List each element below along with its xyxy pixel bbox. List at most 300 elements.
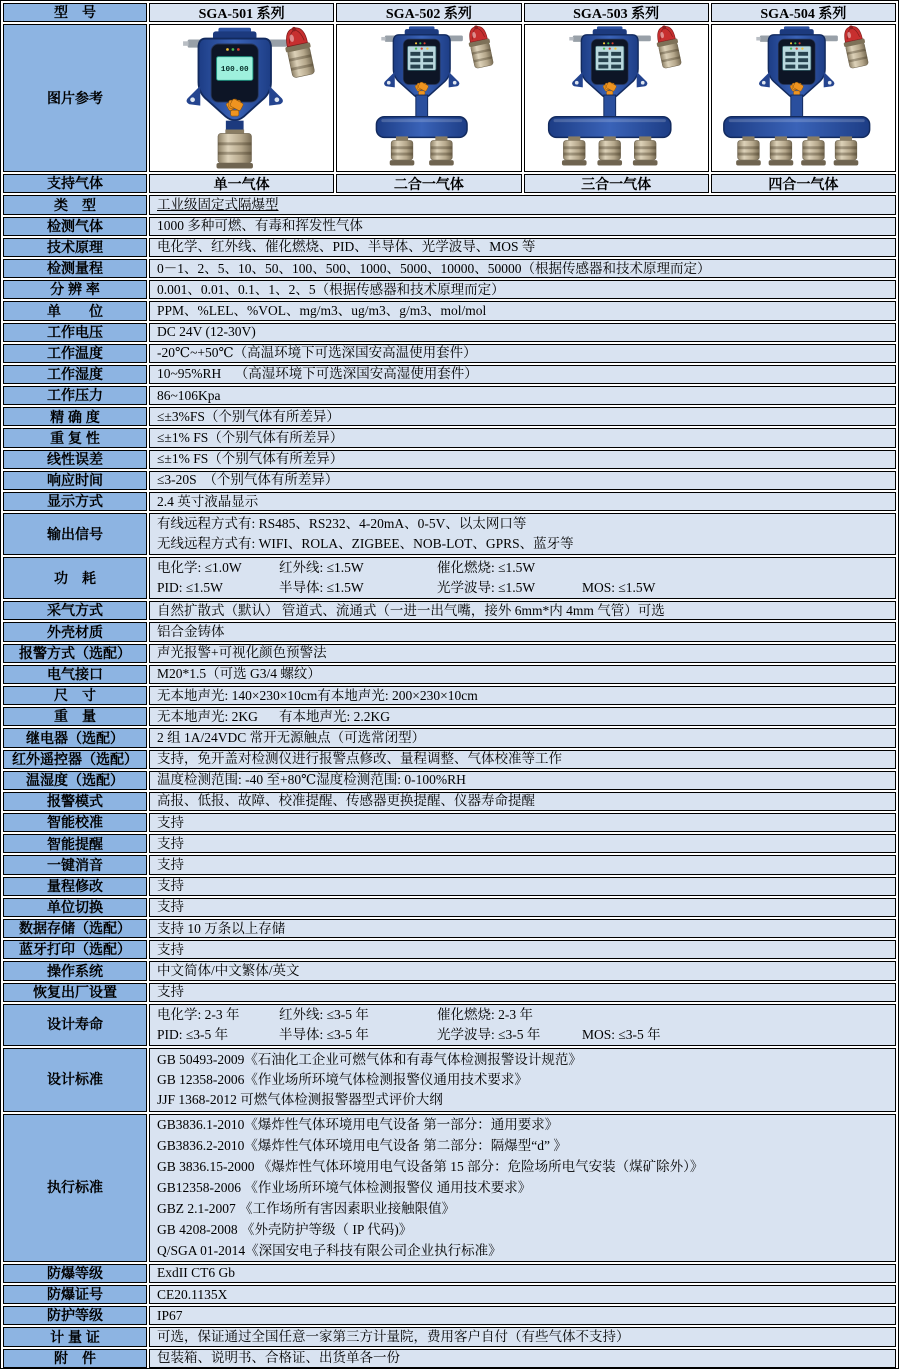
spec-value-text: 自然扩散式（默认） 管道式、流通式（一进一出气嘴，接外 6mm*内 4mm 气管）可选 — [157, 602, 665, 618]
spec-value-text: 0－1、2、5、10、50、100、500、1000、5000、10000、50000（根据传感器和技术原理而定） — [157, 260, 711, 276]
spec-label-working-pressure: 工作压力 — [3, 386, 147, 405]
spec-row-dimensions — [3, 686, 896, 705]
spec-value-bluetooth-print-optional — [149, 940, 896, 959]
spec-label-bluetooth-print-optional: 蓝牙打印（选配） — [3, 940, 147, 959]
spec-value-text: ≤±1% FS（个别气体有所差异） — [157, 430, 344, 446]
spec-label-display: 显示方式 — [3, 492, 147, 511]
spec-value-text: PID: ≤3-5 年 — [157, 1026, 229, 1042]
spec-label-response-time: 响应时间 — [3, 471, 147, 490]
spec-label-data-storage-optional: 数据存储（选配） — [3, 919, 147, 938]
sensor-probe — [632, 137, 657, 166]
device-image-cell-sga-503 — [524, 24, 709, 172]
spec-label-operating-system: 操作系统 — [3, 961, 147, 980]
spec-row-operating-system — [3, 961, 896, 980]
spec-value-housing-material — [149, 622, 896, 641]
spec-value-text: 无线远程方式有: WIFI、ROLA、ZIGBEE、NOB-LOT、GPRS、蓝牙等 — [157, 536, 574, 552]
spec-value-line — [157, 1198, 895, 1219]
spec-value-line — [157, 1135, 895, 1156]
spec-value-line — [157, 877, 895, 896]
manifold-bar — [724, 117, 870, 138]
spec-value-line — [157, 217, 895, 236]
manifold-bar — [548, 117, 670, 138]
spec-row-bluetooth-print-optional — [3, 940, 896, 959]
spec-value-text: 2.4 英寸液晶显示 — [157, 493, 259, 509]
spec-value-text: GB 4208-2008 《外壳防护等级（ IP 代码)》 — [157, 1222, 413, 1238]
spec-value-line — [157, 686, 895, 705]
spec-row-smart-calibration — [3, 813, 896, 832]
spec-label-unit-switching: 单位切换 — [3, 898, 147, 917]
spec-value-text: DC 24V (12-30V) — [157, 324, 256, 340]
spec-value-text: 支持，免开盖对检测仪进行报警点修改、量程调整、气体校准等工作 — [157, 751, 562, 767]
spec-value-text: 电化学、红外线、催化燃烧、PID、半导体、光学波导、MOS 等 — [157, 239, 536, 255]
spec-value-line — [157, 898, 895, 917]
spec-value-text: 无本地声光: 140×230×10cm — [157, 687, 318, 703]
spec-label-relay-optional: 继电器（选配） — [3, 728, 147, 747]
alarm-beacon — [653, 25, 683, 69]
spec-value-explosion-proof-grade — [149, 1264, 896, 1283]
spec-value-text: PPM、%LEL、%VOL、mg/m3、ug/m3、g/m3、mol/mol — [157, 302, 487, 318]
spec-value-text: 10~95%RH （高湿环境下可选深国安高湿使用套件） — [157, 366, 478, 382]
detector-body — [756, 27, 838, 99]
spec-value-text: 光学波导: ≤1.5W — [437, 580, 536, 596]
sensor-probe — [597, 137, 622, 166]
spec-value-text: 支持 — [157, 941, 184, 957]
spec-label-working-humidity: 工作湿度 — [3, 365, 147, 384]
detector-body — [183, 28, 287, 120]
spec-value-text: GB3836.1-2010《爆炸性气体环境用电气设备 第一部分：通用要求》 — [157, 1117, 559, 1133]
spec-value-line — [157, 961, 895, 980]
spec-row-execution-standards — [3, 1114, 896, 1262]
spec-value-text: 无本地声光: 2KG — [157, 708, 258, 724]
spec-value-working-humidity — [149, 365, 896, 384]
spec-row-technology — [3, 238, 896, 257]
supported-gas-sga-501: 单一气体 — [149, 174, 334, 193]
spec-value-relay-optional — [149, 728, 896, 747]
spec-value-text: 催化燃烧: ≤1.5W — [437, 560, 536, 576]
spec-value-line — [157, 280, 895, 299]
spec-value-text: 有本地声光: 200×230×10cm — [317, 687, 478, 703]
spec-value-execution-standards — [149, 1114, 896, 1262]
spec-value-line — [157, 492, 895, 511]
image-row-label: 图片参考 — [3, 24, 147, 172]
spec-value-text: 半导体: ≤3-5 年 — [279, 1026, 369, 1042]
header-model-sga-504: SGA-504 系列 — [711, 3, 896, 22]
supported-gas-sga-504: 四合一气体 — [711, 174, 896, 193]
spec-value-text: ≤±1% FS（个别气体有所差异） — [157, 451, 344, 467]
spec-row-factory-reset — [3, 983, 896, 1002]
spec-row-electrical-interface — [3, 665, 896, 684]
spec-value-smart-reminder — [149, 834, 896, 853]
spec-value-line — [157, 578, 895, 598]
spec-value-text: 有线远程方式有: RS485、RS232、4-20mA、0-5V、以太网口等 — [157, 516, 527, 532]
spec-row-output-signal — [3, 513, 896, 555]
spec-label-electrical-interface: 电气接口 — [3, 665, 147, 684]
spec-value-text: 温度检测范围: -40 至+80℃ — [157, 772, 317, 788]
detector-body — [569, 27, 651, 99]
spec-value-text: GBZ 2.1-2007 《工作场所有害因素职业接触限值》 — [157, 1201, 456, 1217]
spec-value-text: 催化燃烧: 2-3 年 — [437, 1006, 533, 1022]
spec-value-text: 半导体: ≤1.5W — [279, 580, 364, 596]
spec-label-temp-humidity-optional: 温湿度（选配） — [3, 771, 147, 790]
spec-label-weight: 重 量 — [3, 707, 147, 726]
header-row — [3, 3, 896, 22]
spec-row-housing-material — [3, 622, 896, 641]
spec-value-text: 高报、低报、故障、校准提醒、传感器更换提醒、仪器寿命提醒 — [157, 793, 535, 809]
detector-body — [382, 27, 464, 99]
device-illustration-sga-504 — [712, 25, 895, 171]
spec-value-text: 红外线: ≤1.5W — [279, 560, 364, 576]
spec-value-design-standards — [149, 1048, 896, 1112]
spec-label-linearity-error: 线性误差 — [3, 450, 147, 469]
spec-value-line — [157, 558, 895, 578]
spec-row-temp-humidity-optional — [3, 771, 896, 790]
spec-value-text: -20℃~+50℃（高温环境下可选深国安高温使用套件） — [157, 345, 477, 361]
device-illustration-sga-502 — [337, 25, 520, 171]
spec-value-display — [149, 492, 896, 511]
spec-label-design-life: 设计寿命 — [3, 1004, 147, 1046]
spec-row-working-pressure — [3, 386, 896, 405]
spec-value-linearity-error — [149, 450, 896, 469]
spec-label-output-signal: 输出信号 — [3, 513, 147, 555]
spec-row-explosion-proof-cert-no — [3, 1285, 896, 1304]
spec-value-line — [157, 471, 895, 490]
spec-value-text: 支持 — [157, 878, 184, 894]
spec-value-line — [157, 1349, 895, 1368]
spec-label-detection-range: 检测量程 — [3, 259, 147, 278]
spec-value-line — [157, 259, 895, 278]
spec-row-working-voltage — [3, 323, 896, 342]
spec-value-text: 支持 — [157, 984, 184, 1000]
spec-label-design-standards: 设计标准 — [3, 1048, 147, 1112]
spec-value-text: 电化学: 2-3 年 — [157, 1006, 240, 1022]
spec-value-text: 光学波导: ≤3-5 年 — [437, 1026, 541, 1042]
sensor-probe — [390, 137, 415, 166]
spec-row-accuracy — [3, 407, 896, 426]
spec-row-repeatability — [3, 428, 896, 447]
spec-row-smart-reminder — [3, 834, 896, 853]
spec-label-units: 单 位 — [3, 301, 147, 320]
spec-value-text: CE20.1135X — [157, 1286, 228, 1302]
spec-row-accessories — [3, 1349, 896, 1368]
spec-value-line — [157, 622, 895, 641]
spec-value-line — [157, 1070, 895, 1090]
spec-value-detected-gases — [149, 217, 896, 236]
spec-value-line — [157, 792, 895, 811]
spec-value-text: 支持 — [157, 857, 184, 873]
spec-row-range-modification — [3, 877, 896, 896]
spec-row-unit-switching — [3, 898, 896, 917]
spec-label-smart-calibration: 智能校准 — [3, 813, 147, 832]
spec-value-text: IP67 — [157, 1307, 183, 1323]
spec-value-line — [157, 195, 895, 214]
spec-row-weight — [3, 707, 896, 726]
spec-label-execution-standards: 执行标准 — [3, 1114, 147, 1262]
spec-row-design-standards — [3, 1048, 896, 1112]
spec-value-line — [157, 1050, 895, 1070]
spec-value-text: 支持 — [157, 814, 184, 830]
spec-value-operating-system — [149, 961, 896, 980]
sensor-probe — [768, 137, 793, 166]
spec-row-linearity-error — [3, 450, 896, 469]
spec-label-housing-material: 外壳材质 — [3, 622, 147, 641]
spec-value-response-time — [149, 471, 896, 490]
spec-row-protection-grade — [3, 1306, 896, 1325]
spec-label-explosion-proof-grade: 防爆等级 — [3, 1264, 147, 1283]
spec-value-units — [149, 301, 896, 320]
spec-value-resolution — [149, 280, 896, 299]
spec-row-display — [3, 492, 896, 511]
spec-label-working-voltage: 工作电压 — [3, 323, 147, 342]
spec-value-working-voltage — [149, 323, 896, 342]
spec-value-text: 0.001、0.01、0.1、1、2、5（根据传感器和技术原理而定） — [157, 281, 505, 297]
spec-value-text: 电化学: ≤1.0W — [157, 560, 242, 576]
spec-value-temp-humidity-optional — [149, 771, 896, 790]
spec-value-text: 支持 10 万条以上存储 — [157, 920, 286, 936]
spec-value-working-pressure — [149, 386, 896, 405]
header-model-sga-502: SGA-502 系列 — [336, 3, 521, 22]
spec-label-range-modification: 量程修改 — [3, 877, 147, 896]
spec-value-dimensions — [149, 686, 896, 705]
spec-label-ir-remote-optional: 红外遥控器（选配） — [3, 750, 147, 769]
supported-gas-row — [3, 174, 896, 193]
spec-value-text: GB 50493-2009《石油化工企业可燃气体和有毒气体检测报警设计规范》 — [157, 1051, 582, 1067]
spec-value-line — [157, 707, 895, 726]
spec-row-relay-optional — [3, 728, 896, 747]
spec-value-electrical-interface — [149, 665, 896, 684]
spec-value-smart-calibration — [149, 813, 896, 832]
spec-label-accuracy: 精 确 度 — [3, 407, 147, 426]
spec-value-line — [157, 1090, 895, 1110]
spec-value-text: 2 组 1A/24VDC 常开无源触点（可选常闭型） — [157, 729, 426, 745]
spec-label-protection-grade: 防护等级 — [3, 1306, 147, 1325]
spec-value-text: GB3836.2-2010《爆炸性气体环境用电气设备 第二部分：隔爆型“d” 》 — [157, 1138, 567, 1154]
supported-gas-label: 支持气体 — [3, 174, 147, 193]
device-screen-reading: 100.00 — [220, 66, 249, 75]
device-image-cell-sga-504 — [711, 24, 896, 172]
spec-value-text: ≤3-20S （个别气体有所差异） — [157, 472, 339, 488]
spec-value-text: 红外线: ≤3-5 年 — [279, 1006, 369, 1022]
spec-value-line — [157, 855, 895, 874]
spec-value-line — [157, 1005, 895, 1025]
spec-value-line — [157, 450, 895, 469]
spec-row-working-temperature — [3, 344, 896, 363]
spec-value-line — [157, 323, 895, 342]
spec-row-data-storage-optional — [3, 919, 896, 938]
spec-value-technology — [149, 238, 896, 257]
spec-label-alarm-method-optional: 报警方式（选配） — [3, 644, 147, 663]
spec-value-line — [157, 428, 895, 447]
spec-value-line — [157, 813, 895, 832]
spec-value-text: JJF 1368-2012 可燃气体检测报警器型式评价大纲 — [157, 1091, 443, 1107]
spec-value-line — [157, 834, 895, 853]
spec-value-line — [157, 1156, 895, 1177]
sensor-probe — [429, 137, 454, 166]
header-model-sga-501: SGA-501 系列 — [149, 3, 334, 22]
spec-value-text: 有本地声光: 2.2KG — [279, 708, 390, 724]
spec-value-line — [157, 1114, 895, 1135]
spec-value-text: 支持 — [157, 835, 184, 851]
spec-value-accuracy — [149, 407, 896, 426]
spec-row-power-consumption — [3, 557, 896, 599]
device-image-cell-sga-502 — [336, 24, 521, 172]
spec-value-working-temperature — [149, 344, 896, 363]
alarm-beacon — [466, 25, 496, 69]
spec-value-repeatability — [149, 428, 896, 447]
spec-value-text: 86~106Kpa — [157, 387, 221, 403]
spec-value-metrology-certificate — [149, 1327, 896, 1346]
sensor-probe — [561, 137, 586, 166]
spec-label-resolution: 分 辨 率 — [3, 280, 147, 299]
spec-label-power-consumption: 功 耗 — [3, 557, 147, 599]
header-model-label: 型 号 — [3, 3, 147, 22]
spec-value-text: ≤±3%FS（个别气体有所差异） — [157, 408, 340, 424]
spec-label-type: 类 型 — [3, 195, 147, 214]
spec-value-text: 包装箱、说明书、合格证、出货单各一份 — [157, 1350, 400, 1366]
spec-label-alarm-modes: 报警模式 — [3, 792, 147, 811]
spec-row-metrology-certificate — [3, 1327, 896, 1346]
spec-value-unit-switching — [149, 898, 896, 917]
spec-value-text: Q/SGA 01-2014《深国安电子科技有限公司企业执行标准》 — [157, 1243, 502, 1259]
spec-value-line — [157, 1327, 895, 1346]
spec-value-line — [157, 1025, 895, 1045]
spec-value-line — [157, 771, 895, 790]
spec-value-line — [157, 534, 895, 554]
spec-value-line — [157, 919, 895, 938]
spec-value-line — [157, 407, 895, 426]
spec-label-explosion-proof-cert-no: 防爆证号 — [3, 1285, 147, 1304]
spec-value-text: 工业级固定式隔爆型 — [157, 196, 279, 212]
spec-value-explosion-proof-cert-no — [149, 1285, 896, 1304]
supported-gas-sga-503: 三合一气体 — [524, 174, 709, 193]
image-row — [3, 24, 896, 172]
spec-value-text: GB12358-2006 《作业场所环境气体检测报警仪 通用技术要求》 — [157, 1180, 532, 1196]
spec-value-ir-remote-optional — [149, 750, 896, 769]
spec-value-range-modification — [149, 877, 896, 896]
spec-value-line — [157, 983, 895, 1002]
spec-value-factory-reset — [149, 983, 896, 1002]
spec-value-line — [157, 238, 895, 257]
spec-value-line — [157, 1264, 895, 1283]
spec-value-text: 1000 多种可燃、有毒和挥发性气体 — [157, 218, 363, 234]
spec-value-line — [157, 644, 895, 663]
spec-table-body — [3, 3, 896, 1368]
spec-value-one-key-mute — [149, 855, 896, 874]
spec-row-design-life — [3, 1004, 896, 1046]
spec-value-text: GB 3836.15-2000 《爆炸性气体环境用电气设备第 15 部分：危险场所电气安装（煤矿除外）》 — [157, 1159, 704, 1175]
spec-value-line — [157, 601, 895, 620]
spec-value-weight — [149, 707, 896, 726]
spec-value-line — [157, 665, 895, 684]
spec-row-working-humidity — [3, 365, 896, 384]
spec-value-alarm-method-optional — [149, 644, 896, 663]
spec-value-text: ExdII CT6 Gb — [157, 1265, 235, 1281]
device-image-cell-sga-501 — [149, 24, 334, 172]
spec-value-text: GB 12358-2006《作业场所环境气体检测报警仪通用技术要求》 — [157, 1071, 528, 1087]
spec-row-resolution — [3, 280, 896, 299]
spec-label-sampling-method: 采气方式 — [3, 601, 147, 620]
spec-row-explosion-proof-grade — [3, 1264, 896, 1283]
spec-label-one-key-mute: 一键消音 — [3, 855, 147, 874]
spec-row-response-time — [3, 471, 896, 490]
spec-row-detected-gases — [3, 217, 896, 236]
spec-value-text: PID: ≤1.5W — [157, 580, 223, 596]
sensor-probe — [801, 137, 826, 166]
spec-value-line — [157, 1306, 895, 1325]
spec-value-text: 可选，保证通过全国任意一家第三方计量院，费用客户自付（有些气体不支持） — [157, 1328, 630, 1344]
spec-value-power-consumption — [149, 557, 896, 599]
spec-label-smart-reminder: 智能提醒 — [3, 834, 147, 853]
spec-label-accessories: 附 件 — [3, 1349, 147, 1368]
sensor-probe — [217, 130, 253, 169]
spec-value-line — [157, 344, 895, 363]
spec-value-type — [149, 195, 896, 214]
spec-value-text: MOS: ≤3-5 年 — [582, 1026, 661, 1042]
sensor-probe — [833, 137, 858, 166]
spec-value-text: 铝合金铸体 — [157, 623, 225, 639]
spec-label-factory-reset: 恢复出厂设置 — [3, 983, 147, 1002]
spec-value-line — [157, 940, 895, 959]
spec-value-line — [157, 1177, 895, 1198]
spec-row-detection-range — [3, 259, 896, 278]
spec-value-text: MOS: ≤1.5W — [582, 580, 656, 596]
spec-row-type — [3, 195, 896, 214]
spec-label-dimensions: 尺 寸 — [3, 686, 147, 705]
alarm-beacon — [281, 25, 316, 78]
device-illustration-sga-501 — [150, 25, 333, 171]
spec-value-line — [157, 386, 895, 405]
spec-value-accessories — [149, 1349, 896, 1368]
spec-row-alarm-method-optional — [3, 644, 896, 663]
sensor-probe — [736, 137, 761, 166]
spec-label-repeatability: 重 复 性 — [3, 428, 147, 447]
spec-value-data-storage-optional — [149, 919, 896, 938]
spec-value-output-signal — [149, 513, 896, 555]
spec-value-text: 声光报警+可视化颜色预警法 — [157, 645, 327, 661]
spec-row-ir-remote-optional — [3, 750, 896, 769]
spec-value-text: 中文简体/中文繁体/英文 — [157, 962, 300, 978]
spec-value-line — [157, 365, 895, 384]
spec-value-line — [157, 728, 895, 747]
spec-value-text: 湿度检测范围: 0-100%RH — [316, 772, 466, 788]
spec-row-units — [3, 301, 896, 320]
spec-value-sampling-method — [149, 601, 896, 620]
spec-value-text: M20*1.5（可选 G3/4 螺纹） — [157, 666, 321, 682]
spec-row-one-key-mute — [3, 855, 896, 874]
spec-value-design-life — [149, 1004, 896, 1046]
spec-label-technology: 技术原理 — [3, 238, 147, 257]
alarm-beacon — [840, 25, 870, 69]
spec-row-alarm-modes — [3, 792, 896, 811]
spec-value-protection-grade — [149, 1306, 896, 1325]
spec-value-line — [157, 1219, 895, 1240]
spec-label-working-temperature: 工作温度 — [3, 344, 147, 363]
device-illustration-sga-503 — [525, 25, 708, 171]
spec-label-detected-gases: 检测气体 — [3, 217, 147, 236]
spec-value-line — [157, 514, 895, 534]
manifold-bar — [377, 117, 468, 138]
header-model-sga-503: SGA-503 系列 — [524, 3, 709, 22]
spec-value-line — [157, 301, 895, 320]
spec-value-line — [157, 1240, 895, 1261]
spec-value-text: 支持 — [157, 899, 184, 915]
supported-gas-sga-502: 二合一气体 — [336, 174, 521, 193]
spec-value-detection-range — [149, 259, 896, 278]
spec-value-alarm-modes — [149, 792, 896, 811]
spec-label-metrology-certificate: 计 量 证 — [3, 1327, 147, 1346]
spec-value-line — [157, 1285, 895, 1304]
spec-row-sampling-method — [3, 601, 896, 620]
spec-value-line — [157, 750, 895, 769]
